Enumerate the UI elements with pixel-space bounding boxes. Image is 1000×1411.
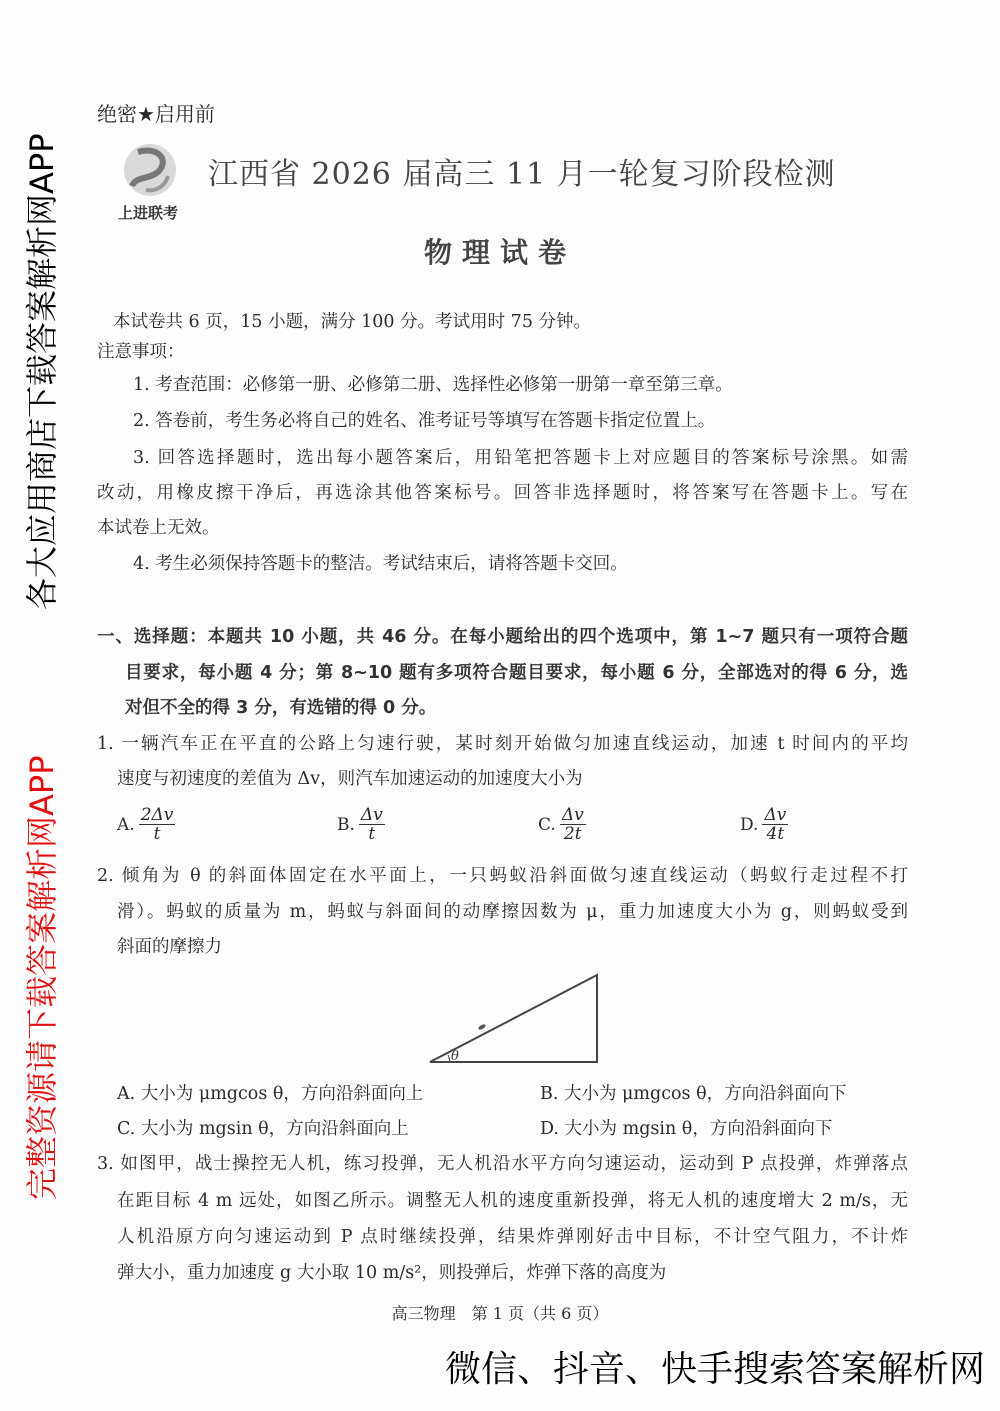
notice-item: 改动，用橡皮擦干净后，再选涂其他答案标号。回答非选择题时，将答案写在答题卡上。写在: [97, 483, 908, 503]
denominator: 2t: [563, 824, 582, 844]
question-2-text: 滑）。蚂蚁的质量为 m，蚂蚁与斜面间的动摩擦因数为 μ，重力加速度大小为 g，则蚂蚁受到: [117, 902, 908, 922]
notice-item: 2. 答卷前，考生务必将自己的姓名、准考证号等填写在答题卡指定位置上。: [133, 411, 716, 431]
watermark: 完整资源请下载答案解析网APP: [23, 755, 61, 1200]
question-3-text: 在距目标 4 m 远处，如图乙所示。调整无人机的速度重新投弹，将无人机的速度增大 2 m/s，无: [117, 1191, 908, 1211]
option-label: D.: [740, 814, 759, 835]
question-3-text: 弹大小，重力加速度 g 大小取 10 m/s²，则投弹后，炸弹下落的高度为: [117, 1263, 667, 1283]
question-3-text: 人机沿原方向匀速运动到 P 点时继续投弹，结果炸弹刚好击中目标，不计空气阻力，不计炸: [117, 1227, 908, 1247]
question-1-text: 速度与初速度的差值为 Δv，则汽车加速运动的加速度大小为: [117, 769, 583, 789]
watermark: 各大应用商店下载答案解析网APP: [23, 133, 61, 610]
exam-title: 江西省 2026 届高三 11 月一轮复习阶段检测: [208, 157, 836, 192]
notice-item: 4. 考生必须保持答题卡的整洁。考试结束后，请将答题卡交回。: [133, 554, 628, 574]
q1-option-b: [337, 806, 385, 843]
notice-item: 1. 考查范围：必修第一册、必修第二册、选择性必修第一册第一章至第三章。: [133, 375, 733, 395]
numerator: Δv: [360, 805, 383, 825]
section-instructions: 对但不全的得 3 分，有选错的得 0 分。: [125, 698, 437, 718]
section-heading: 一、选择题：本题共 10 小题，共 46 分。在每小题给出的四个选项中，第 1~7 题只有一项符合题: [97, 627, 908, 647]
confidential-label: 绝密★启用前: [97, 102, 215, 126]
exam-subtitle: 物理试卷: [423, 236, 576, 269]
notice-heading: 注意事项：: [97, 342, 185, 362]
q2-option-a: A. 大小为 μmgcos θ，方向沿斜面向上: [117, 1084, 424, 1104]
incline-diagram: [420, 965, 610, 1070]
section-instructions: 目要求，每小题 4 分；第 8~10 题有多项符合题目要求，每小题 6 分，全部选对的得 6 分，选: [125, 663, 908, 683]
question-2-text: 2. 倾角为 θ 的斜面体固定在水平面上，一只蚂蚁沿斜面做匀速直线运动（蚂蚁行走过程不打: [97, 866, 908, 886]
intro-text: 本试卷共 6 页，15 小题，满分 100 分。考试用时 75 分钟。: [113, 312, 592, 332]
numerator: Δv: [764, 805, 787, 825]
page-footer: 高三物理 第 1 页（共 6 页）: [391, 1304, 609, 1323]
option-label: C.: [538, 814, 556, 835]
denominator: 4t: [766, 824, 785, 844]
numerator: 2Δv: [140, 805, 174, 825]
denominator: t: [368, 824, 376, 844]
logo-text: 上进联考: [117, 204, 179, 222]
watermark: 微信、抖音、快手搜索答案解析网: [444, 1349, 985, 1390]
q2-option-d: D. 大小为 mgsin θ，方向沿斜面向下: [540, 1119, 833, 1139]
exam-logo: [108, 140, 188, 225]
denominator: t: [153, 824, 161, 844]
angle-label: θ: [451, 1049, 459, 1064]
question-3-text: 3. 如图甲，战士操控无人机，练习投弹，无人机沿水平方向匀速运动，运动到 P 点投弹，炸弹落点: [97, 1154, 908, 1174]
question-2-text: 斜面的摩擦力: [117, 937, 222, 957]
notice-item: 3. 回答选择题时，选出每小题答案后，用铅笔把答题卡上对应题目的答案标号涂黑。如需: [133, 448, 908, 468]
angle-arc: [448, 1055, 450, 1062]
q2-option-c: C. 大小为 mgsin θ，方向沿斜面向上: [117, 1119, 409, 1139]
q2-option-b: B. 大小为 μmgcos θ，方向沿斜面向下: [540, 1084, 847, 1104]
ant-icon: [478, 1023, 487, 1030]
numerator: Δv: [561, 805, 584, 825]
q1-option-d: [740, 806, 788, 843]
q1-option-c: [538, 806, 586, 843]
option-label: A.: [117, 814, 135, 835]
notice-item: 本试卷上无效。: [97, 518, 220, 538]
option-label: B.: [337, 814, 355, 835]
question-1-text: 1. 一辆汽车正在平直的公路上匀速行驶，某时刻开始做匀加速直线运动，加速 t 时间内的平均: [97, 734, 908, 754]
q1-option-a: [117, 806, 175, 843]
